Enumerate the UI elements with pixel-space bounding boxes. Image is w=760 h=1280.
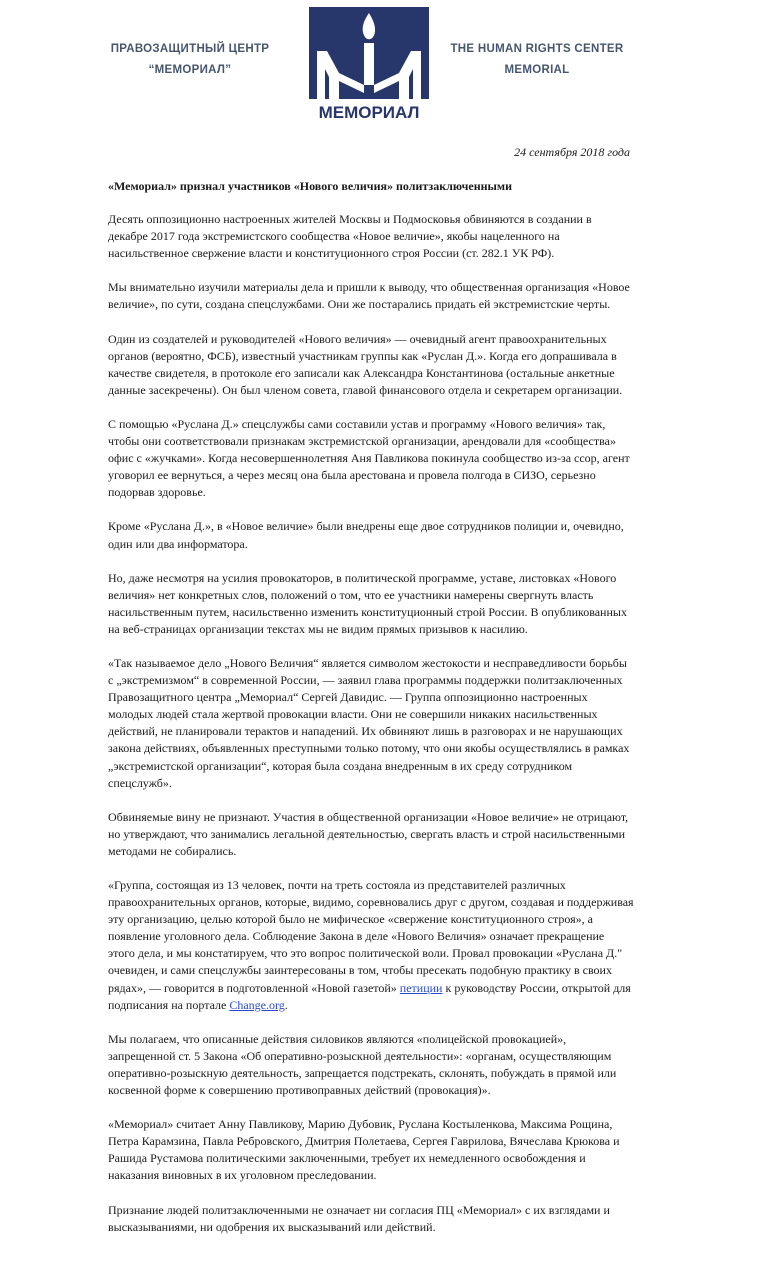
paragraph-10: Мы полагаем, что описанные действия силовиков являются «полицейской провокацией», запрещенной ст. 5 Закона «Об оперативно-розыскной деятельности»: «органам, осуществляющим оперативно-розыскную деятельность, запрещается подстрекать, склонять, побуждать в прямой или косвенной форме к совершению противоправных действий (провокация)». [108, 1031, 617, 1098]
letterhead [0, 0, 760, 130]
paragraph-1: Десять оппозиционно настроенных жителей Москвы и Подмосковья обвиняются в создании в декабре 2017 года экстремистского сообщества «Новое величие», якобы нацеленного на насильственное свержение власти и конституционного строя России (ст. 282.1 УК РФ). [108, 212, 592, 261]
paragraph-3: Один из создателей и руководителей «Нового величия» — очевидный агент правоохранительных органов (вероятно, ФСБ), известный участникам группы как «Руслан Д.». Когда его допрашивала в качестве свидетеля, в протоколе его записали как Александра Константинова (остальные анкетные данные засекречены). Он был членом совета, главой финансового отдела и секретарем организации. [108, 331, 623, 397]
memorial-logo [309, 7, 429, 123]
paragraph-4: С помощью «Руслана Д.» спецслужбы сами составили устав и программу «Нового величия» так, чтобы они соответствовали признакам экстремистской организации, арендовали для «сообщества» офис с «жучками». Когда несовершеннолетняя Аня Павликова покинула сообщество из-за ссор, агент уговорил ее вернуться, а через месяц она была арестована и провела полгода в СИЗО, серьезно подорвав здоровье. [108, 416, 630, 500]
org-name-russian-line2: “МЕМОРИАЛ” [148, 64, 232, 76]
paragraph-5: Кроме «Руслана Д.», в «Новое величие» были внедрены еще двое сотрудников полиции и, очевидно, один или два информатора. [108, 519, 624, 551]
petition-text-before: «Группа, состоящая из 13 человек, почти на треть состояла из представителей различных правоохранительных органов, которые, видимо, соревновались друг с другом, создавая и поддерживая эту организацию, целью которой было не мифическое «свержение конституционного строя», а появление уголовного дела. Соблюдение Закона в деле «Нового Величия» означает прекращение этого дела, и мы констатируем, что это вопрос политической воли. Провал провокации «Руслана Д." очевиден, и сами спецслужбы заинтересованы в том, чтобы пресекать подобную практику в своих рядах», — говорится в подготовленной «Новой газетой» [108, 878, 634, 995]
document-body [108, 178, 634, 1253]
org-name-english [448, 39, 626, 81]
paragraph-9-petition [108, 877, 634, 1014]
org-name-russian [100, 39, 280, 81]
petition-link[interactable]: петиции [399, 980, 443, 995]
paragraph-8: Обвиняемые вину не признают. Участия в общественной организации «Новое величие» не отрицают, но утверждают, что занимались легальной деятельностью, свергать власть и строй насильственными методами не собирались. [108, 809, 629, 858]
svg-text:МЕМОРИАЛ: МЕМОРИАЛ [318, 103, 420, 122]
paragraph-6: Но, даже несмотря на усилия провокаторов, в политической программе, уставе, листовках «Нового величия» нет конкретных слов, положений о том, что ее участники намерены свергнуть власть насильственным путем, насильственно изменить конституционный строй России. В опубликованных на веб-страницах организации текстах мы не видим прямых призывов к насилию. [108, 570, 627, 636]
paragraph-7-quote: «Так называемое дело „Нового Величия“ является символом жестокости и несправедливости борьбы с „экстремизмом“ в современной России, — заявил глава программы поддержки политзаключенных Правозащитного центра „Мемориал“ Сергей Давидис. — Группа оппозиционно настроенных молодых людей стала жертвой провокации власти. Они не совершили никаких насильственных действий, не планировали терактов и нападений. Их обвиняют лишь в разговорах и не нарушающих закона действиях, объявленных преступными только потому, что они якобы осуществлялись в рамках „экстремистской организации“, которая была создана внедренным в их среду сотрудником спецслужб». [108, 655, 630, 790]
paragraph-11: «Мемориал» считает Анну Павликову, Марию Дубовик, Руслана Костыленкова, Максима Рощина, Петра Карамзина, Павла Ребровского, Дмитрия Полетаева, Сергея Гаврилова, Вячеслава Крюкова и Рашида Рустамова политическими заключенными, требует их немедленного освобождения и наказания виновных в их уголовном преследовании. [108, 1117, 620, 1183]
org-name-english-line2: MEMORIAL [504, 64, 570, 76]
paragraph-2: Мы внимательно изучили материалы дела и пришли к выводу, что общественная организация «Новое величие», по сути, создана спецслужбами. Они же постарались придать ей экстремистские черты. [108, 280, 630, 312]
document-title: «Мемориал» признал участников «Нового величия» политзаключенными [108, 179, 512, 193]
org-name-russian-line1: ПРАВОЗАЩИТНЫЙ ЦЕНТР [110, 43, 270, 55]
change-org-link[interactable]: Change.org [229, 997, 285, 1012]
petition-text-after: . [284, 997, 288, 1012]
document-date: 24 сентября 2018 года [514, 145, 630, 159]
petition-text-middle: к руководству России, открытой для подписания на портале [108, 980, 631, 1012]
paragraph-12: Признание людей политзаключенными не означает ни согласия ПЦ «Мемориал» с их взглядами и высказываниями, ни одобрения их высказываний или действий. [108, 1202, 610, 1234]
org-name-english-line1: THE HUMAN RIGHTS CENTER [450, 43, 624, 55]
